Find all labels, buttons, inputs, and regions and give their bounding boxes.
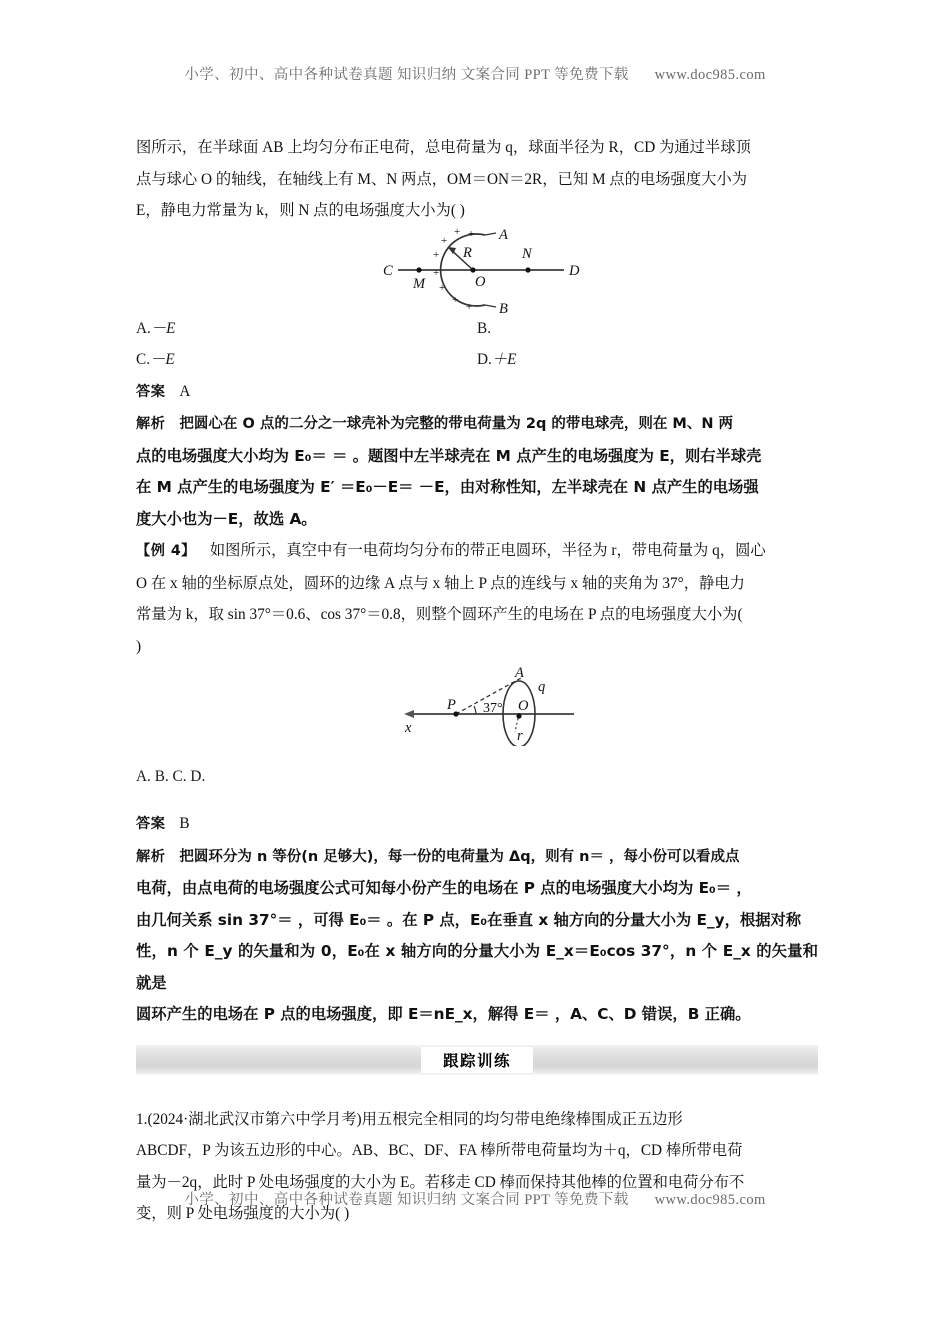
problem3-analysis-text1: 把圆心在 O 点的二分之一球壳补为完整的带电荷量为 2q 的带电球壳，则在 M、N 两: [179, 416, 734, 432]
problem4-answer-label: 答案: [136, 816, 166, 833]
svg-text:B: B: [499, 300, 508, 313]
ring-angle-label: 37°: [483, 701, 503, 716]
watermark-footer: [0, 1188, 950, 1209]
problem3-analysis-line4: 度大小也为－E，故选 A。: [136, 509, 317, 528]
problem3-answer-label: 答案: [136, 383, 166, 400]
problem4-answer-value: B: [179, 815, 190, 833]
section-banner-title: 跟踪训练: [442, 1051, 511, 1070]
followup-line1: 1.(2024·湖北武汉市第六中学月考)用五根完全相同的均匀带电绝缘棒围成正五边形: [136, 1110, 683, 1128]
followup-line4: 变，则 P 处电场强度的大小为( ): [136, 1205, 350, 1223]
problem3-options-row-2: [136, 344, 818, 376]
problem3-option-D[interactable]: [477, 344, 818, 376]
problem4-analysis-line1: [136, 841, 818, 874]
svg-text:+: +: [439, 281, 446, 294]
problem3-option-B[interactable]: [477, 313, 818, 345]
svg-text:C: C: [383, 262, 393, 279]
watermark-header: [0, 63, 950, 84]
problem3-option-D-key: D.: [477, 351, 492, 368]
watermark-text: 小学、初中、高中各种试卷真题 知识归纳 文案合同 PPT 等免费下载: [184, 67, 629, 83]
problem4-analysis-line2: 电荷，由点电荷的电场强度公式可知每小份产生的电场在 P 点的电场强度大小均为 E₀＝ ，: [136, 879, 752, 898]
problem4-analysis-label: 解析: [136, 848, 166, 865]
problem3-analysis-line3: 在 M 点产生的电场强度为 E′ ＝E₀－E＝ －E，由对称性知，左半球壳在 N 点产生的电场强: [136, 478, 759, 496]
problem3-option-A-text: －E: [150, 319, 176, 337]
hemisphere-axis-figure: [136, 227, 818, 313]
svg-text:+: +: [433, 266, 440, 279]
svg-text:+: +: [466, 300, 473, 313]
problem4-stem-line1: [136, 535, 818, 568]
followup-line2: ABCDF，P 为该五边形的中心。AB、BC、DF、FA 棒所带电荷量均为＋q，CD 棒所带电荷: [136, 1142, 743, 1160]
watermark-footer-text: 小学、初中、高中各种试卷真题 知识归纳 文案合同 PPT 等免费下载: [184, 1192, 629, 1208]
problem3-analysis-label: 解析: [136, 416, 166, 432]
problem4-analysis-line5: 圆环产生的电场在 P 点的电场强度，即 E＝nE_x，解得 E＝ ，A、C、D 错误，B 正确。: [136, 1005, 751, 1024]
svg-text:+: +: [454, 226, 461, 238]
section-banner: [136, 1045, 818, 1075]
section-banner-box: [421, 1047, 533, 1073]
svg-text:A: A: [499, 226, 508, 243]
watermark-url: www.doc985.com: [654, 67, 766, 83]
svg-text:A: A: [515, 665, 524, 681]
svg-text:+: +: [468, 227, 475, 240]
followup-line3: 量为－2q，此时 P 处电场强度的大小为 E。若移走 CD 棒而保持其他棒的位置和电荷分布不: [136, 1173, 745, 1191]
problem3-option-C-key: C.: [136, 351, 151, 368]
problem3-answer-value: A: [179, 382, 191, 400]
svg-text:N: N: [522, 245, 532, 262]
problem4-stem-line4: ): [136, 637, 142, 655]
document-body: [136, 132, 818, 1230]
problem3-option-C[interactable]: [136, 344, 477, 376]
svg-text:r: r: [517, 728, 523, 744]
problem3-analysis-line2: 点的电场强度大小均为 E₀＝ ＝ 。题图中左半球壳在 M 点产生的电场强度为 E，则右半球壳: [136, 446, 762, 465]
problem4-stem-text1: 如图所示，真空中有一电荷均匀分布的带正电圆环，半径为 r，带电荷量为 q，圆心: [209, 542, 766, 559]
problem3-option-B-key: B.: [477, 319, 492, 337]
problem4-analysis-text1: 把圆环分为 n 等份(n 足够大)，每一份的电荷量为 Δq，则有 n＝ ，每小份可以看成点: [179, 848, 740, 865]
svg-text:x: x: [405, 720, 412, 736]
problem3-options-row-1: [136, 313, 818, 345]
problem3-option-C-text: －E: [150, 351, 175, 368]
problem3-option-A-key: A.: [136, 319, 151, 337]
problem4-stem-line3: 常量为 k，取 sin 37°＝0.6、cos 37°＝0.8，则整个圆环产生的电场在 P 点的电场强度大小为(: [136, 606, 743, 623]
watermark-footer-url: www.doc985.com: [654, 1192, 766, 1208]
svg-text:M: M: [413, 275, 426, 292]
svg-text:+: +: [441, 234, 448, 247]
problem3-stem-line3: E，静电力常量为 k，则 N 点的电场强度大小为( ): [136, 202, 465, 219]
problem3-option-A[interactable]: [136, 313, 477, 345]
charged-ring-svg: [136, 662, 818, 746]
problem4-tag: 【例 4】: [136, 543, 196, 559]
svg-text:O: O: [518, 698, 529, 714]
svg-text:R: R: [463, 244, 472, 261]
problem3-answer-line: [136, 376, 818, 409]
problem4-analysis-line3: 由几何关系 sin 37°＝ ，可得 E₀＝ 。在 P 点，E₀在垂直 x 轴方向的分量大小为 E_y，根据对称: [136, 910, 802, 929]
svg-text:+: +: [452, 293, 459, 306]
problem3-stem-line2: 点与球心 O 的轴线，在轴线上有 M、N 两点，OM＝ON＝2R，已知 M 点的电场强度大小为: [136, 170, 748, 188]
problem4-analysis-line4: 性，n 个 E_y 的矢量和为 0，E₀在 x 轴方向的分量大小为 E_x＝E₀cos 37°，n 个 E_x 的矢量和就是: [136, 942, 818, 992]
svg-text:D: D: [569, 262, 580, 279]
problem4-options-line[interactable]: A. B. C. D.: [136, 768, 206, 786]
charged-ring-figure: [136, 662, 818, 746]
followup-question: [136, 1104, 818, 1230]
svg-text:+: +: [433, 248, 440, 261]
problem4-answer-line: [136, 808, 818, 841]
problem3-stem-line1: 图所示，在半球面 AB 上均匀分布正电荷，总电荷量为 q，球面半径为 R，CD 为通过半球顶: [136, 139, 751, 156]
problem3-analysis-line1: [136, 408, 818, 441]
svg-text:P: P: [447, 697, 456, 713]
problem4-stem-line2: O 在 x 轴的坐标原点处，圆环的边缘 A 点与 x 轴上 P 点的连线与 x 轴的夹角为 37°，静电力: [136, 574, 745, 592]
svg-text:O: O: [475, 273, 486, 290]
hemisphere-axis-svg: [136, 227, 818, 313]
problem3-option-D-text: ＋E: [491, 351, 517, 368]
svg-text:q: q: [538, 679, 546, 695]
